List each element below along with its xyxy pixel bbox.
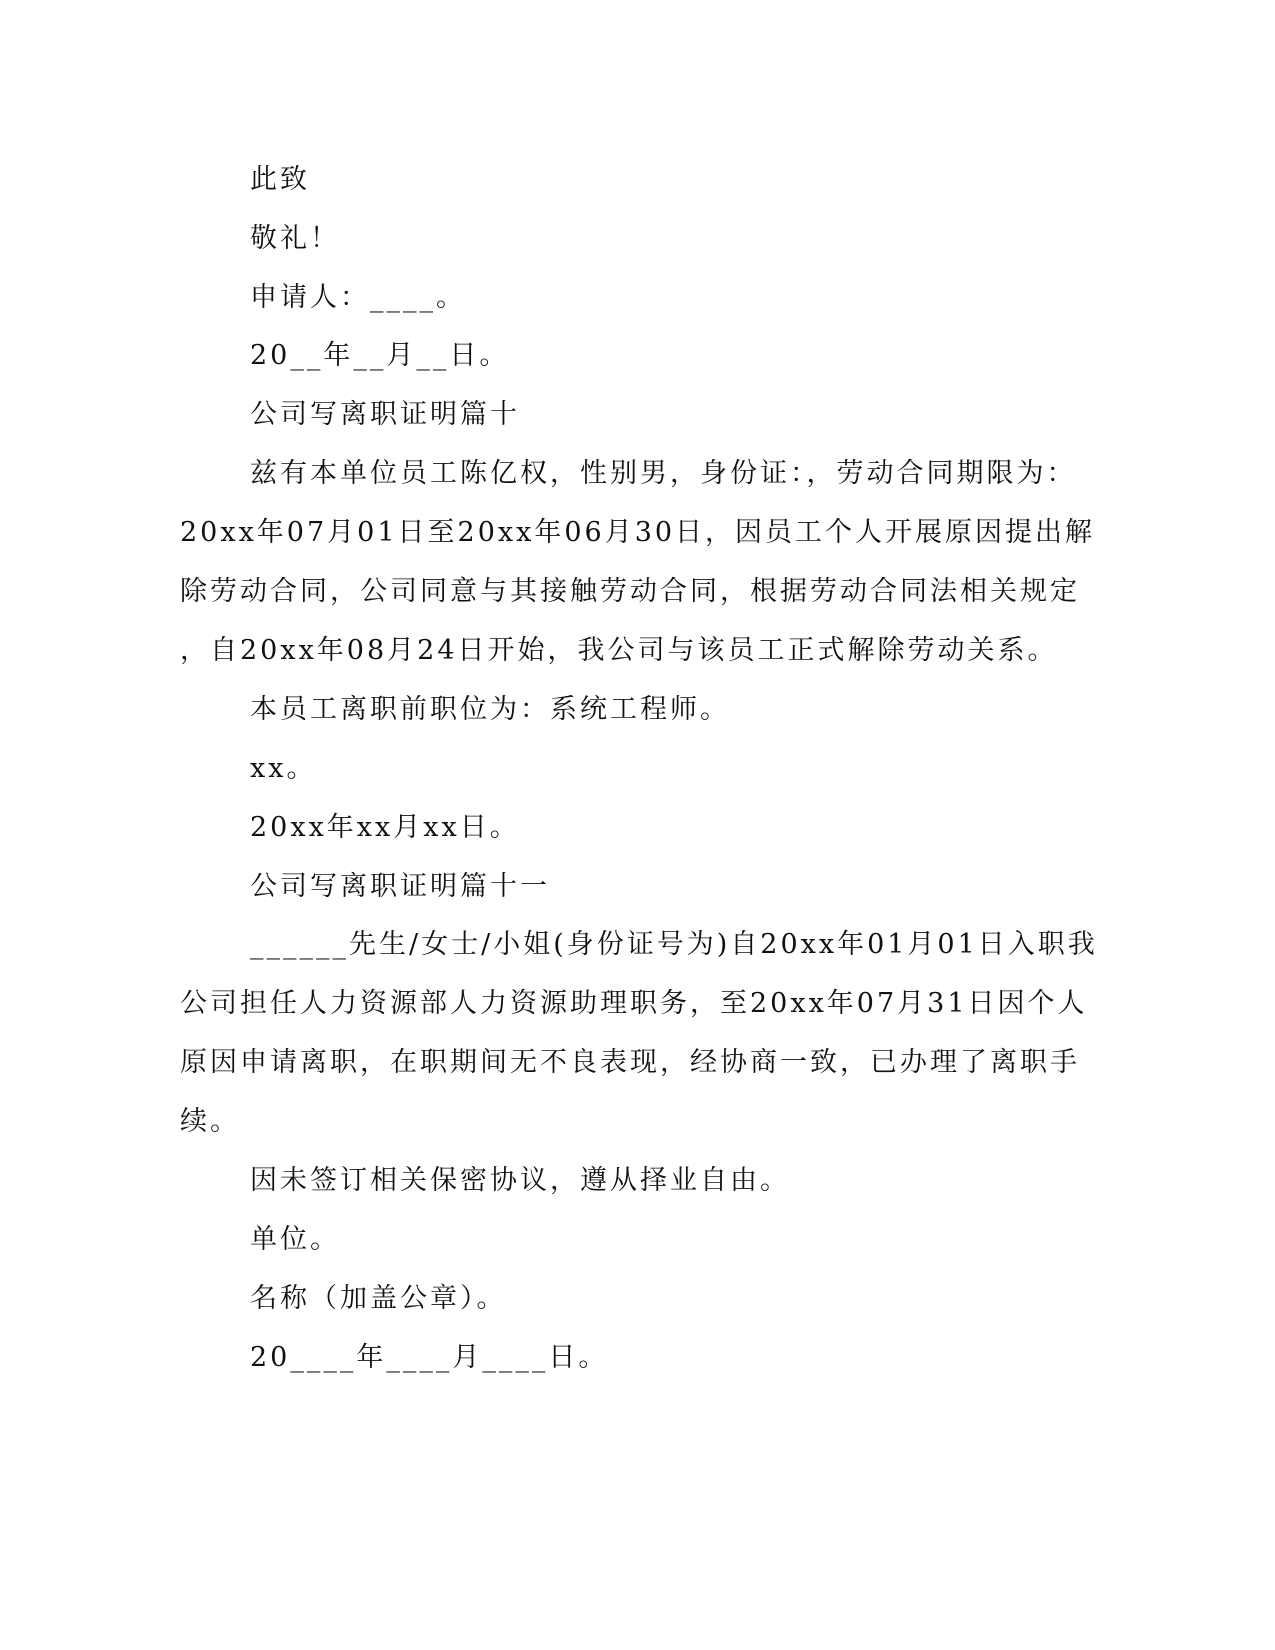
paragraph-line: ______先生/女士/小姐(身份证号为)自20xx年01月01日入职我 [250, 929, 1098, 960]
seal-line: 名称（加盖公章）。 [250, 1283, 507, 1314]
signature-line: xx。 [250, 753, 317, 784]
paragraph-line: ，自20xx年08月24日开始，我公司与该员工正式解除劳动关系。 [180, 635, 1058, 666]
unit-line: 单位。 [250, 1224, 340, 1255]
applicant-line: 申请人：____。 [250, 282, 466, 313]
paragraph-line: 原因申请离职，在职期间无不良表现，经协商一致，已办理了离职手 [180, 1047, 1080, 1078]
date-line: 20____年____月____日。 [250, 1342, 609, 1373]
section-heading-11: 公司写离职证明篇十一 [250, 871, 550, 902]
salutation-line: 敬礼！ [250, 223, 340, 254]
confidentiality-line: 因未签订相关保密协议，遵从择业自由。 [250, 1165, 790, 1196]
paragraph-line: 20xx年07月01日至20xx年06月30日，因员工个人开展原因提出解 [180, 517, 1096, 548]
paragraph-line: 公司担任人力资源部人力资源助理职务，至20xx年07月31日因个人 [180, 988, 1088, 1019]
paragraph-line: 续。 [180, 1106, 240, 1137]
date-line: 20__年__月__日。 [250, 340, 510, 371]
position-line: 本员工离职前职位为：系统工程师。 [250, 694, 730, 725]
paragraph-line: 除劳动合同，公司同意与其接触劳动合同，根据劳动合同法相关规定 [180, 576, 1080, 607]
closing-line: 此致 [250, 164, 310, 195]
section-heading-10: 公司写离职证明篇十 [250, 399, 520, 430]
paragraph-line: 兹有本单位员工陈亿权，性别男，身份证：，劳动合同期限为： [250, 458, 1077, 489]
date-line: 20xx年xx月xx日。 [250, 812, 520, 843]
